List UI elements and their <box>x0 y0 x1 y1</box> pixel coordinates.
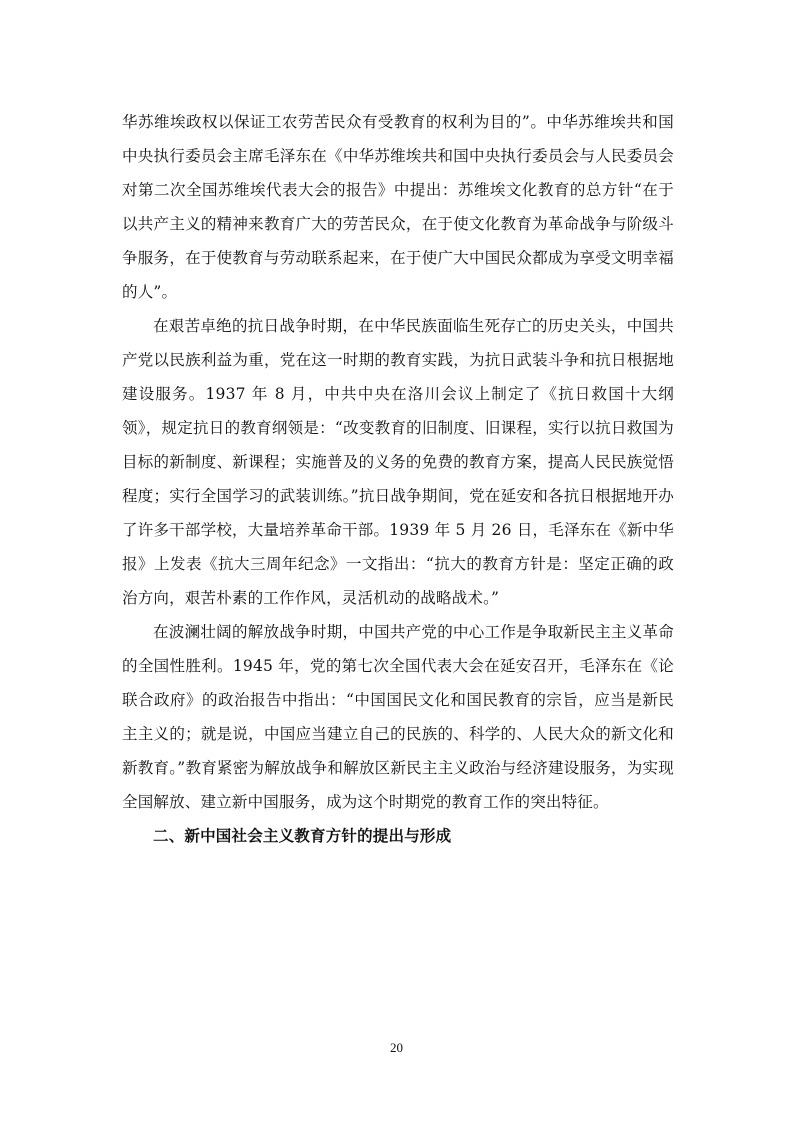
paragraph-liberation-war: 在波澜壮阔的解放战争时期，中国共产党的中心工作是争取新民主主义革命的全国性胜利。1945 年，党的第七次全国代表大会在延安召开，毛泽东在《论联合政府》的政治报告中指出：“中国国民文化和国民教育的宗旨，应当是新民主主义的；就是说，中国应当建立自己的民族的、科学的、人民大众的新文化和新教育。”教育紧密为解放战争和解放区新民主主义政治与经济建设服务，为实现全国解放、建立新中国服务，成为这个时期党的教育工作的突出特征。 <box>122 623 674 811</box>
paragraph-continuation: 华苏维埃政权以保证工农劳苦民众有受教育的权利为目的”。中华苏维埃共和国中央执行委员会主席毛泽东在《中华苏维埃共和国中央执行委员会与人民委员会对第二次全国苏维埃代表大会的报告》中提出：苏维埃文化教育的总方针“在于以共产主义的精神来教育广大的劳苦民众，在于使文化教育为革命战争与阶级斗争服务，在于使教育与劳动联系起来，在于使广大中国民众都成为享受文明幸福的人”。 <box>122 113 674 301</box>
paragraph-anti-japanese-war: 在艰苦卓绝的抗日战争时期，在中华民族面临生死存亡的历史关头，中国共产党以民族利益为重，党在这一时期的教育实践，为抗日武装斗争和抗日根据地建设服务。1937 年 8 月，中共中央在洛川会议上制定了《抗日救国十大纲领》，规定抗日的教育纲领是：“改变教育的旧制度、旧课程，实行以抗日救国为目标的新制度、新课程；实施普及的义务的免费的教育方案，提高人民民族觉悟程度；实行全国学习的武装训练。”抗日战争期间，党在延安和各抗日根据地开办了许多干部学校，大量培养革命干部。1939 年 5 月 26 日，毛泽东在《新中华报》上发表《抗大三周年纪念》一文指出：“抗大的教育方针是：坚定正确的政治方向，艰苦朴素的工作作风，灵活机动的战略战术。” <box>122 317 674 607</box>
section-heading: 二、新中国社会主义教育方针的提出与形成 <box>153 827 452 845</box>
page-number: 20 <box>390 1040 403 1055</box>
body-text <box>122 105 674 853</box>
